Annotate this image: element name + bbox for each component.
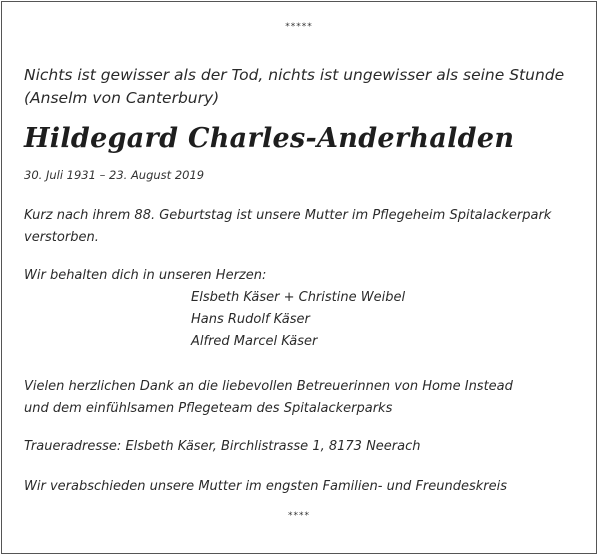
family-member: Elsbeth Käser + Christine Weibel bbox=[191, 290, 406, 305]
quote-line: Nichts ist gewisser als der Tod, nichts ist ungewisser als seine Stunde bbox=[24, 66, 565, 84]
family-member: Hans Rudolf Käser bbox=[191, 312, 310, 327]
deceased-name: Hildegard Charles-Anderhalden bbox=[24, 123, 515, 154]
mourning-address: Traueradresse: Elsbeth Käser, Birchlistrasse 1, 8173 Neerach bbox=[24, 439, 421, 454]
ornament-top: ***** bbox=[285, 22, 313, 32]
opening-quote bbox=[24, 64, 584, 110]
announcement-line: Kurz nach ihrem 88. Geburtstag ist unsere Mutter im Pflegeheim Spitalackerpark bbox=[24, 208, 552, 223]
family-intro: Wir behalten dich in unseren Herzen: bbox=[24, 268, 267, 283]
farewell-note: Wir verabschieden unsere Mutter im engsten Familien- und Freundeskreis bbox=[24, 479, 508, 494]
thanks-paragraph bbox=[24, 376, 584, 420]
family-member: Alfred Marcel Käser bbox=[191, 334, 318, 349]
ornament-bottom: **** bbox=[288, 511, 310, 521]
thanks-line: und dem einfühlsamen Pflegeteam des Spitalackerparks bbox=[24, 401, 393, 416]
death-announcement bbox=[24, 205, 584, 249]
quote-author: (Anselm von Canterbury) bbox=[24, 89, 220, 107]
family-list bbox=[191, 287, 405, 353]
obituary-notice bbox=[1, 1, 597, 554]
thanks-line: Vielen herzlichen Dank an die liebevollen Betreuerinnen von Home Instead bbox=[24, 379, 513, 394]
announcement-line: verstorben. bbox=[24, 230, 99, 245]
life-dates: 30. Juli 1931 – 23. August 2019 bbox=[24, 168, 205, 182]
